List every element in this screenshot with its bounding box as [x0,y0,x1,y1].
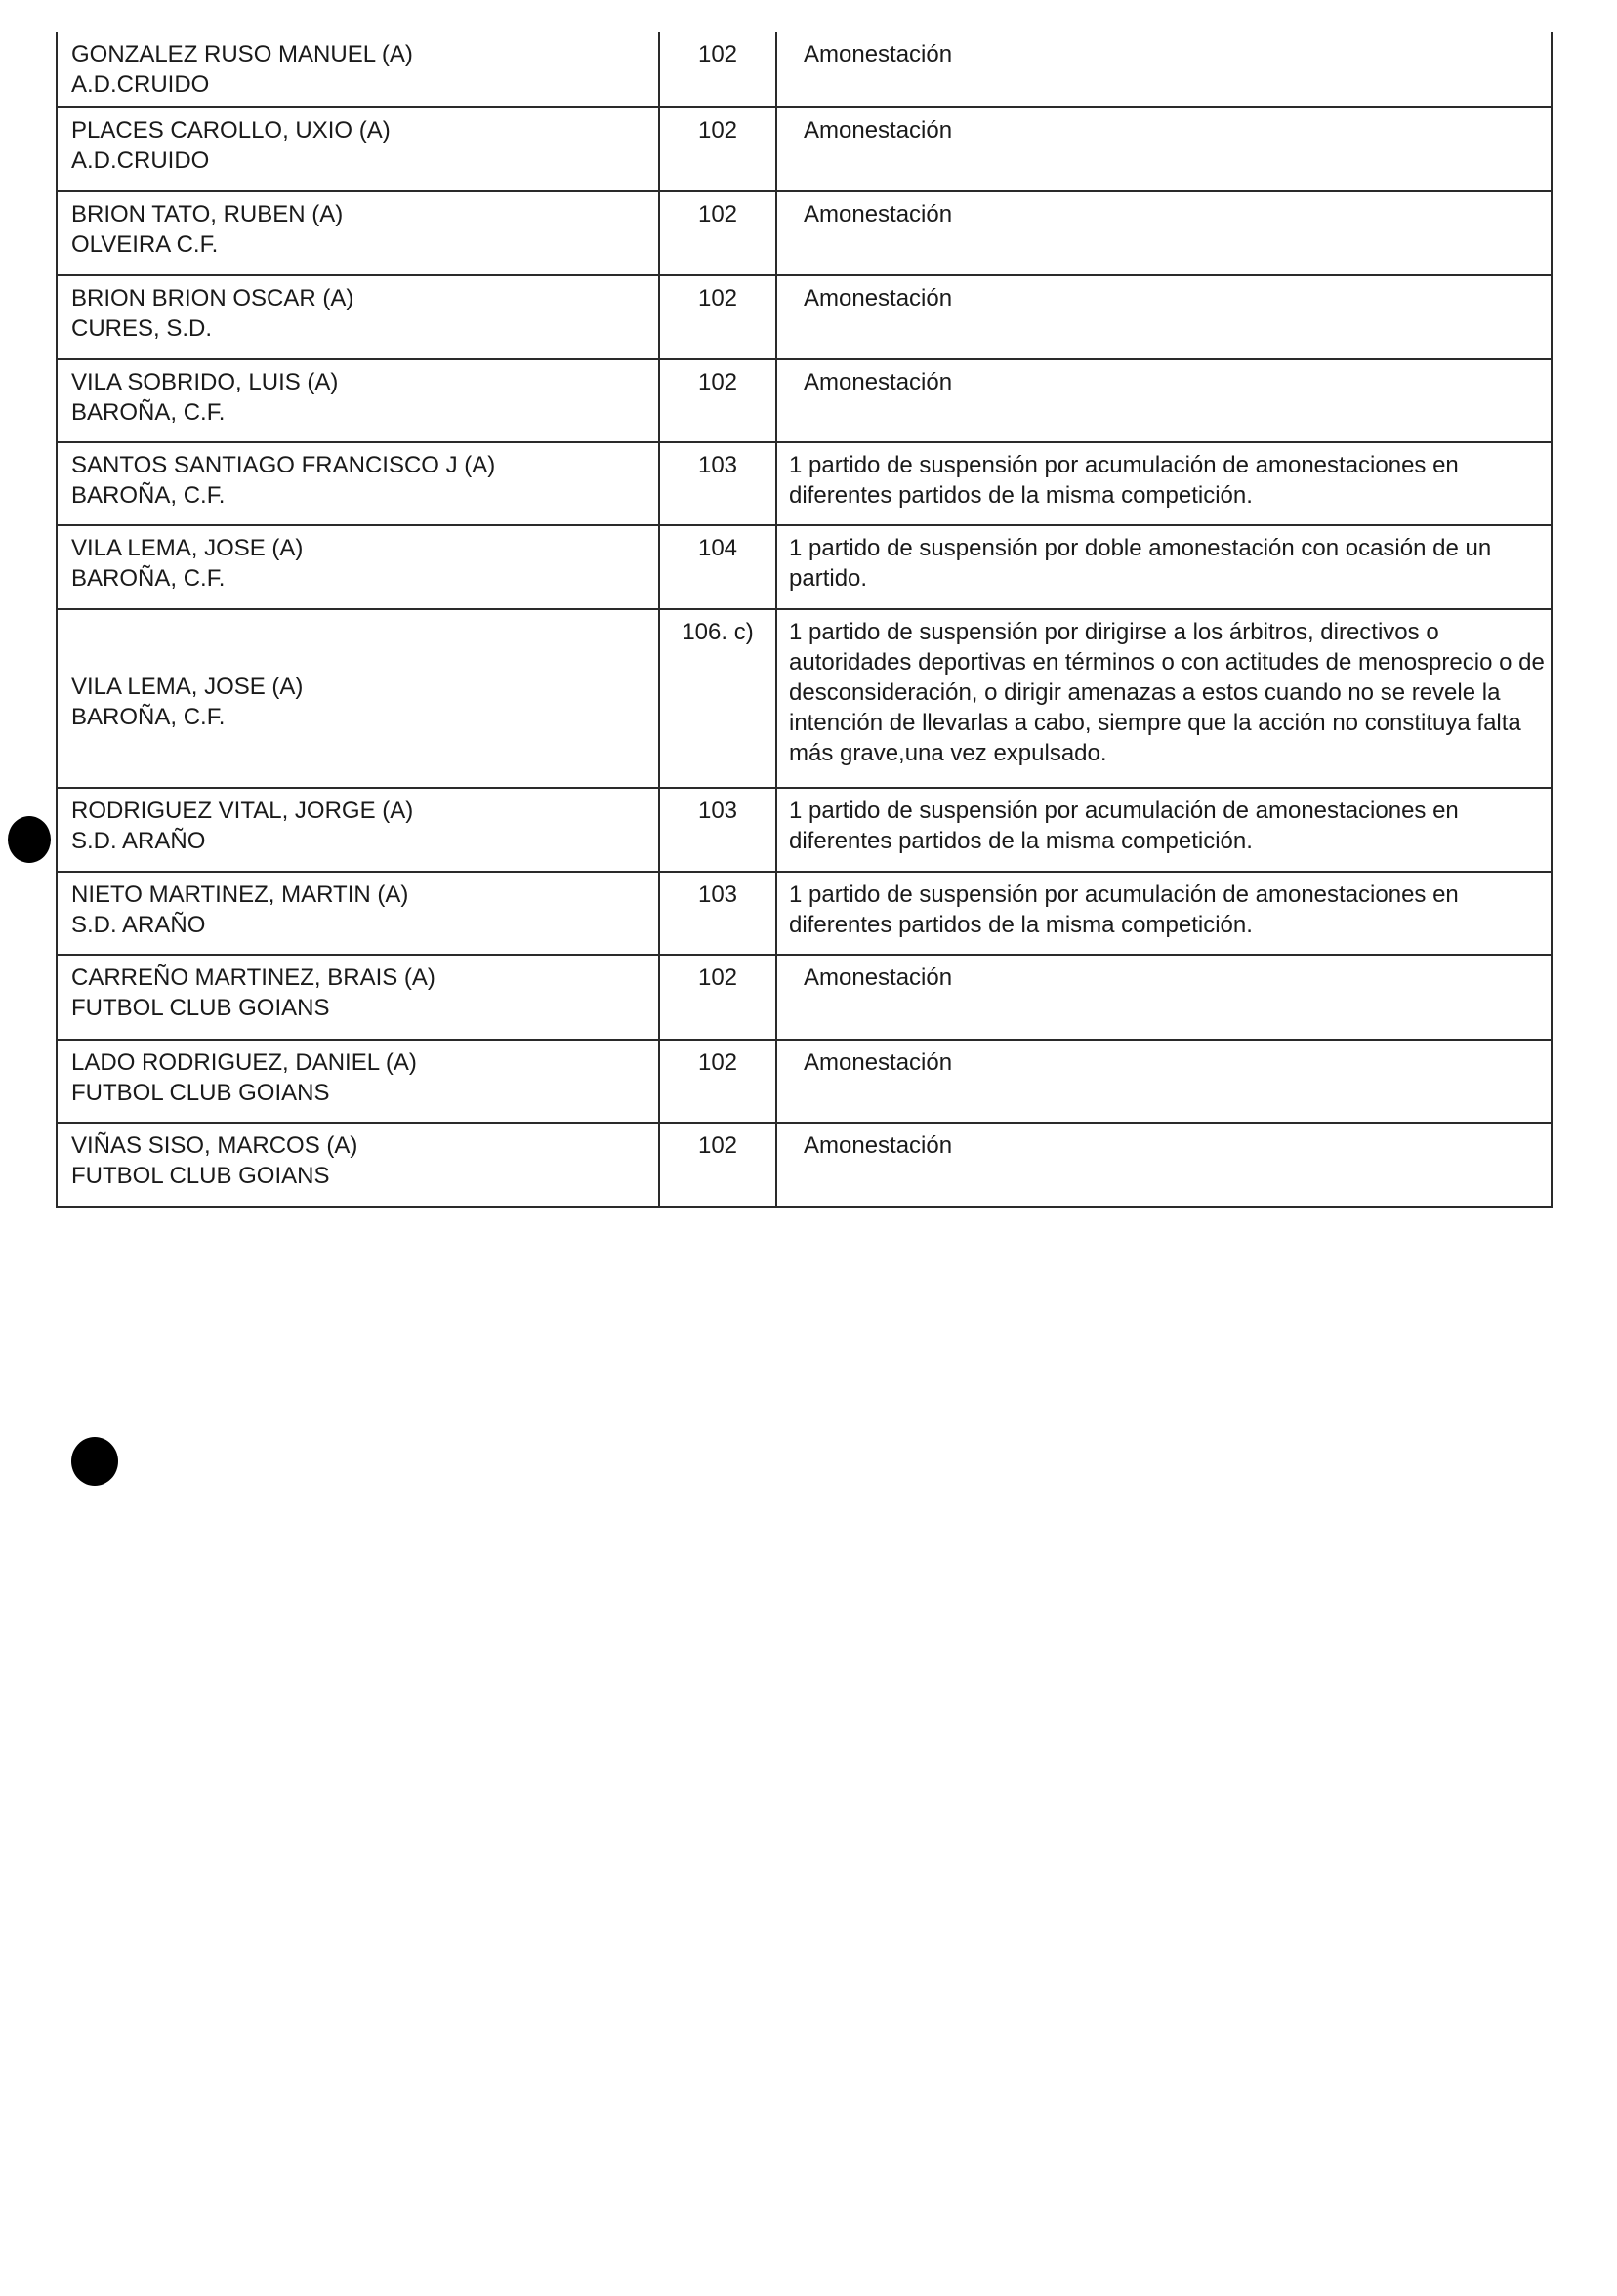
table-row [57,359,1552,442]
club-name: A.D.CRUIDO [71,71,210,98]
article-cell: 104 [659,525,776,609]
sanction-cell: Amonestación [776,275,1552,359]
table-row [57,32,1552,107]
club-name: S.D. ARAÑO [71,828,206,854]
sanction-cell: Amonestación [776,107,1552,191]
article-cell: 103 [659,872,776,955]
article-cell: 102 [659,275,776,359]
table-row [57,872,1552,955]
player-cell [57,107,659,191]
player-cell [57,955,659,1040]
article-cell: 102 [659,359,776,442]
player-name: BRION BRION OSCAR (A) [71,285,354,311]
punch-hole-mark [8,816,51,863]
sanction-cell: 1 partido de suspensión por acumulación de amonestaciones en diferentes partidos de la misma competición. [776,788,1552,872]
player-name: VILA LEMA, JOSE (A) [71,674,304,700]
club-name: FUTBOL CLUB GOIANS [71,995,330,1021]
table-row [57,1040,1552,1123]
club-name: A.D.CRUIDO [71,147,210,174]
article-cell: 102 [659,32,776,107]
table-row [57,788,1552,872]
article-cell: 102 [659,1040,776,1123]
player-name: LADO RODRIGUEZ, DANIEL (A) [71,1049,417,1076]
club-name: FUTBOL CLUB GOIANS [71,1163,330,1189]
table-row [57,107,1552,191]
club-name: BAROÑA, C.F. [71,399,226,426]
player-cell [57,359,659,442]
player-cell [57,442,659,525]
club-name: BAROÑA, C.F. [71,565,226,592]
article-cell: 102 [659,107,776,191]
player-name: GONZALEZ RUSO MANUEL (A) [71,41,413,67]
player-cell [57,275,659,359]
player-name: NIETO MARTINEZ, MARTIN (A) [71,882,409,908]
sanction-cell: 1 partido de suspensión por dirigirse a los árbitros, directivos o autoridades deportivas en términos o con actitudes de menosprecio o de desconsideración, o dirigir amenazas a estos cuando no se revele la intención de llevarlas a cabo, siempre que la acción no constituya falta más grave,una vez expulsado. [776,609,1552,788]
sanction-cell: Amonestación [776,32,1552,107]
sanctions-table [56,32,1553,1208]
sanction-cell: Amonestación [776,1123,1552,1207]
player-name: VILA SOBRIDO, LUIS (A) [71,369,339,395]
club-name: CURES, S.D. [71,315,213,342]
table-row [57,442,1552,525]
sanction-cell: 1 partido de suspensión por acumulación de amonestaciones en diferentes partidos de la misma competición. [776,872,1552,955]
club-name: FUTBOL CLUB GOIANS [71,1080,330,1106]
sanction-cell: 1 partido de suspensión por doble amonestación con ocasión de un partido. [776,525,1552,609]
player-cell [57,788,659,872]
player-name: VILA LEMA, JOSE (A) [71,535,304,561]
player-cell [57,191,659,275]
article-cell: 102 [659,955,776,1040]
article-cell: 103 [659,788,776,872]
punch-hole-mark [71,1437,118,1486]
player-cell [57,525,659,609]
player-cell [57,609,659,788]
player-cell [57,32,659,107]
player-cell [57,1123,659,1207]
table-row [57,191,1552,275]
sanction-cell: Amonestación [776,359,1552,442]
article-cell: 103 [659,442,776,525]
table-row [57,1123,1552,1207]
club-name: BAROÑA, C.F. [71,482,226,509]
sanction-cell: 1 partido de suspensión por acumulación de amonestaciones en diferentes partidos de la misma competición. [776,442,1552,525]
table-row [57,525,1552,609]
player-cell [57,872,659,955]
article-cell: 102 [659,1123,776,1207]
player-cell [57,1040,659,1123]
table-row [57,609,1552,788]
club-name: OLVEIRA C.F. [71,231,219,258]
sanction-cell: Amonestación [776,191,1552,275]
table-row [57,275,1552,359]
article-cell: 106. c) [659,609,776,788]
sanction-cell: Amonestación [776,955,1552,1040]
table-row [57,955,1552,1040]
player-name: RODRIGUEZ VITAL, JORGE (A) [71,798,414,824]
player-name: SANTOS SANTIAGO FRANCISCO J (A) [71,452,496,478]
club-name: S.D. ARAÑO [71,912,206,938]
player-name: BRION TATO, RUBEN (A) [71,201,344,227]
article-cell: 102 [659,191,776,275]
player-name: PLACES CAROLLO, UXIO (A) [71,117,391,144]
player-name: CARREÑO MARTINEZ, BRAIS (A) [71,964,435,991]
sanction-cell: Amonestación [776,1040,1552,1123]
club-name: BAROÑA, C.F. [71,704,226,730]
player-name: VIÑAS SISO, MARCOS (A) [71,1132,358,1159]
